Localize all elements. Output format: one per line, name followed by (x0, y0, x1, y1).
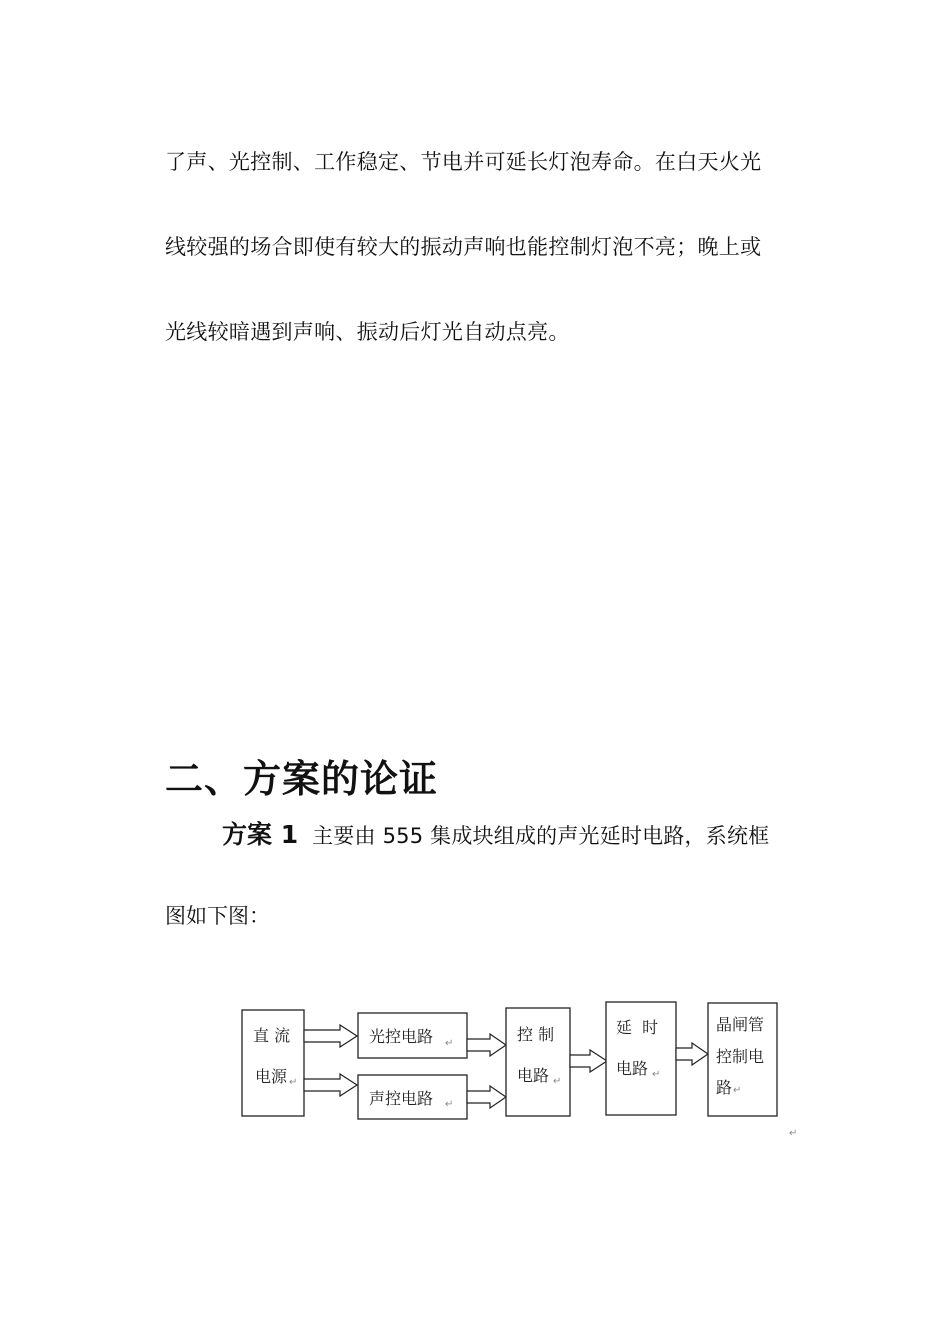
block-control-circuit (506, 1008, 570, 1116)
section-title: 二、方案的论证 (165, 757, 439, 801)
block-delay-label-2: 电路 (616, 1059, 649, 1078)
paragraph-mark: ↵ (652, 1069, 661, 1080)
block-scr-label-1: 晶闸管 (716, 1015, 765, 1034)
arrow-control-to-delay (570, 1050, 607, 1072)
paragraph-mark: ↵ (289, 1077, 298, 1088)
paragraph-mark: ↵ (789, 1128, 798, 1139)
block-sound-control-label: 声控电路 (369, 1089, 434, 1108)
block-sound-control (358, 1075, 467, 1119)
arrow-power-to-light (304, 1025, 357, 1047)
block-scr-label-3: 路 (716, 1078, 733, 1097)
plan-1-continuation: 图如下图： (165, 904, 270, 928)
paragraph-mark: ↵ (445, 1099, 454, 1110)
arrow-power-to-sound (304, 1074, 357, 1096)
block-scr-control (708, 1003, 777, 1116)
block-scr-label-2: 控制电 (716, 1047, 765, 1066)
paragraph-mark: ↵ (445, 1038, 454, 1049)
block-dc-power (242, 1010, 304, 1116)
block-light-control (358, 1013, 467, 1058)
arrow-light-to-control (467, 1034, 506, 1056)
paragraph-mark: ↵ (733, 1085, 742, 1096)
block-dc-power-label-1: 直 流 (253, 1026, 291, 1045)
arrow-sound-to-control (467, 1086, 506, 1108)
intro-line-3: 光线较暗遇到声响、振动后灯光自动点亮。 (165, 320, 570, 344)
paragraph-mark: ↵ (553, 1076, 562, 1087)
plan-1-label: 方案 1 (222, 820, 299, 849)
block-control-label-2: 电路 (517, 1066, 550, 1085)
block-delay-label-1: 延 时 (616, 1018, 659, 1037)
intro-line-1: 了声、光控制、工作稳定、节电并可延长灯泡寿命。在白天火光 (165, 150, 762, 174)
block-dc-power-label-2: 电源 (255, 1067, 288, 1086)
block-light-control-label: 光控电路 (369, 1027, 434, 1046)
intro-line-2: 线较强的场合即使有较大的振动声响也能控制灯泡不亮；晚上或 (165, 235, 762, 259)
block-delay-circuit (606, 1002, 676, 1115)
plan-1-text: 主要由 555 集成块组成的声光延时电路，系统框 (312, 824, 770, 848)
arrow-delay-to-scr (676, 1043, 708, 1065)
block-control-label-1: 控 制 (517, 1025, 555, 1044)
